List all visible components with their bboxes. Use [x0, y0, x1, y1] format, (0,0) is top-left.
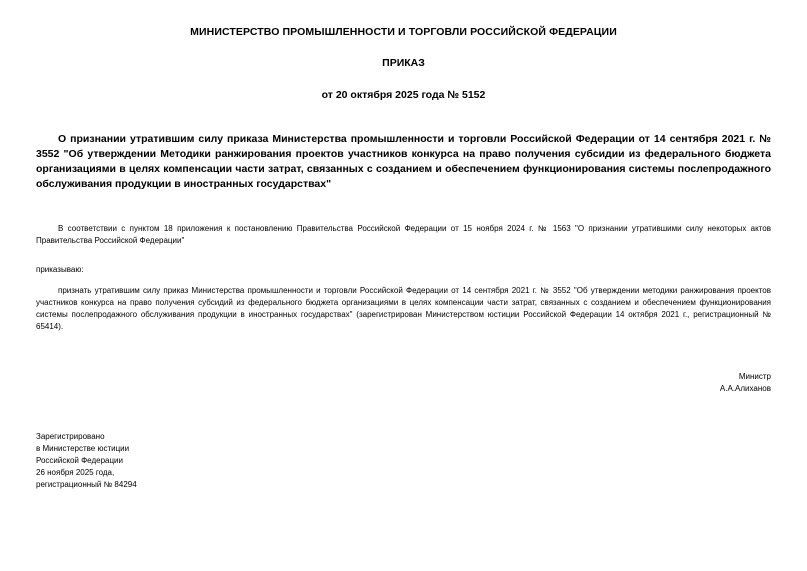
registration-line-4: 26 ноября 2025 года, — [36, 467, 115, 477]
ministry-heading: МИНИСТЕРСТВО ПРОМЫШЛЕННОСТИ И ТОРГОВЛИ РОССИЙСКОЙ ФЕДЕРАЦИИ — [190, 26, 617, 38]
document-title: О признании утратившим силу приказа Министерства промышленности и торговли Российской Федерации от 14 сентября 2021 г. № 3552 "Об утверждении Методики ранжирования проектов участников конкурса на право получения субсидии из федерального бюджета организациями в целях компенсации части затрат, связанных с созданием и обеспечением функционирования системы послепродажного обслуживания продукции в иностранных государствах" — [36, 132, 771, 191]
orders-keyword: приказываю: — [36, 264, 84, 274]
document-date-number: от 20 октября 2025 года № 5152 — [321, 88, 486, 101]
signatory-position: Министр — [738, 371, 771, 381]
signature-block — [36, 371, 771, 395]
signatory-name: А.А.Алиханов — [719, 383, 771, 393]
document-preamble: В соответствии с пунктом 18 приложения к постановлению Правительства Российской Федерации от 15 ноября 2024 г. № 1563 "О признании утратившими силу некоторых актов Правительства Российской Федерации" — [36, 223, 771, 245]
registration-line-3: Российской Федерации — [36, 455, 123, 465]
registration-line-2: в Министерстве юстиции — [36, 443, 130, 453]
document-type: ПРИКАЗ — [382, 56, 425, 69]
registration-line-1: Зарегистрировано — [36, 431, 105, 441]
registration-line-5: регистрационный № 84294 — [36, 479, 137, 489]
registration-block — [36, 431, 771, 491]
document-clause: признать утратившим силу приказ Министерства промышленности и торговли Российской Федерации от 14 сентября 2021 г. № 3552 "Об утверждении методики ранжирования проектов участников конкурса на право получения субсидий из федерального бюджета организациями в целях компенсации части затрат, связанных с созданием и обеспечением функционирования системы послепродажного обслуживания продукции в иностранных государствах" (зарегистрирован Министерством юстиции Российской Федерации 14 октября 2021 г., регистрационный № 65414). — [36, 285, 771, 331]
